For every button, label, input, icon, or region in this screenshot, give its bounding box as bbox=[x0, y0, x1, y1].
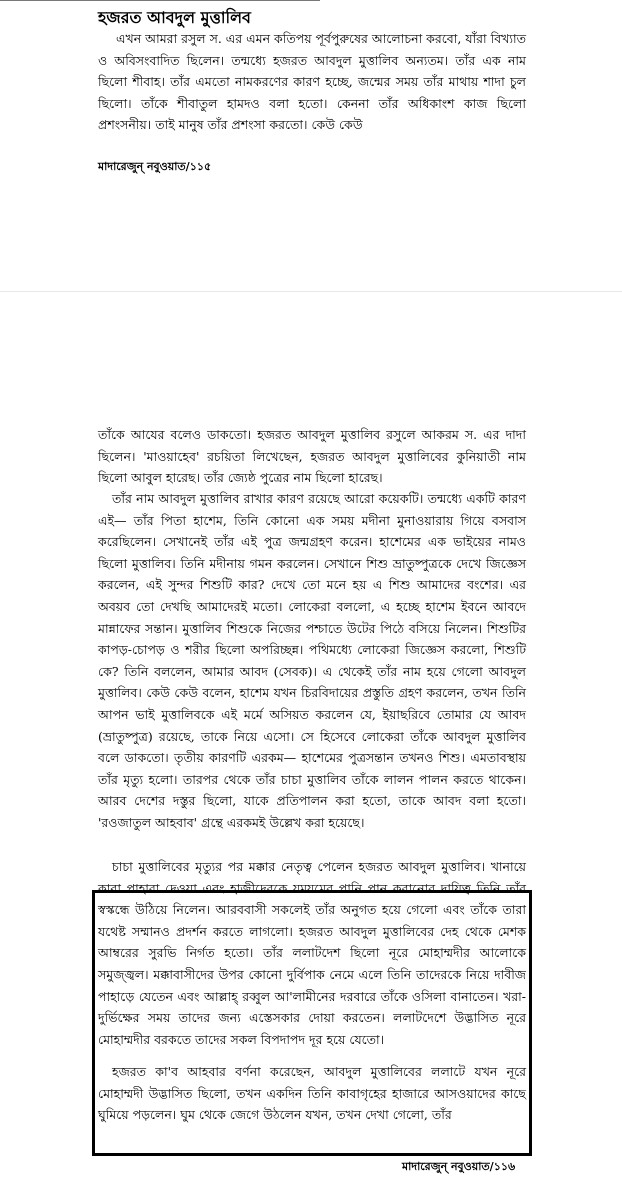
body-paragraph-4: হজরত কা'ব আহবার বর্ণনা করেছেন, আবদুল মুত্তালিবের ললাটে যখন নূরে মোহাম্মদী উদ্ভাসিত ছিলো, তখন একদিন তিনি কাবাগৃহের হাজারে আসওয়াদের কাছে ঘুমিয়ে পড়লেন। ঘুম থেকে জেগে উঠলেন যখন, তখন দেখা গেলো, তাঁর bbox=[98, 1064, 526, 1123]
page-116 bbox=[0, 292, 622, 1174]
page-footer: মাদারেজুন্ নবুওয়াত/১১৫ bbox=[98, 160, 212, 173]
page-footer: মাদারেজুন্ নবুওয়াত/১১৬ bbox=[402, 1160, 516, 1173]
body-paragraph-2: তাঁর নাম আবদুল মুত্তালিব রাখার কারণ রয়েছে আরো কয়েকটি। তন্মধ্যে একটি কারণ এই— তাঁর পিতা হাশেম, তিনি কোনো এক সময় মদীনা মুনাওয়ারায় গিয়ে বসবাস করেছিলেন। সেখানেই তাঁর এই পুত্র জন্মগ্রহণ করেন। হাশেমের এক ভাইয়ের নামও ছিলো মুত্তালিব। তিনি মদীনায় গমন করলেন। সেখানে শিশু ভ্রাতুষ্পুত্রকে দেখে জিজ্ঞেস করলেন, এই সুন্দর শিশুটি কার? দেখে তো মনে হয় এ শিশু আমাদের বংশের। এর অবয়ব তো দেখছি আমাদেরই মতো। লোকেরা বললো, এ হচ্ছে হাশেম ইবনে আবদে মান্নাফের সন্তান। মুত্তালিব শিশুকে নিজের পশ্চাতে উটের পিঠে বসিয়ে নিলেন। শিশুটির কাপড়-চোপড় ও শরীর ছিলো অপরিচ্ছন্ন। পথিমধ্যে লোকেরা জিজ্ঞেস করলো, শিশুটি কে? তিনি বললেন, আমার আবদ (সেবক)। এ থেকেই তাঁর নাম হয়ে গেলো আবদুল মুত্তালিব। কেউ কেউ বলেন, হাশেম যখন চিরবিদায়ের প্রস্তুতি গ্রহণ করলেন, তখন তিনি আপন ভাই মুত্তালিবকে এই মর্মে অসিয়ত করলেন যে, ইয়াছরিবে তোমার যে আবদ (ভ্রাতুষ্পুত্র) রয়েছে, তাকে নিয়ে এসো। সে হিসেবে লোকেরা তাঁকে আবদুল মুত্তালিব বলে ডাকতো। তৃতীয় কারণটি এরকম— হাশেমের পুত্রসন্তান তখনও শিশু। এমতাবস্থায় তাঁর মৃত্যু হলো। তারপর থেকে তাঁর চাচা মুত্তালিব তাঁকে লালন পালন করতে থাকেন। আরব দেশের দস্তুর ছিলো, যাকে প্রতিপালন করা হতো, তাকে আবদ বলা হতো। 'রওজাতুল আহবাব' গ্রন্থে এরকমই উল্লেখ করা হয়েছে। bbox=[98, 491, 526, 830]
body-paragraph-3: চাচা মুত্তালিবের মৃত্যুর পর মক্কার নেতৃত্ব পেলেন হজরত আবদুল মুত্তালিব। খানায়ে কাবা পাহারা দেওয়া এবং হাজীদেরকে যমযমের পানি পান করানোর দায়িত্ব তিনি তাঁর স্বস্কন্ধে উঠিয়ে নিলেন। আরববাসী সকলেই তাঁর অনুগত হয়ে গেলো এবং তাঁকে তারা যথেষ্ট সম্মানও প্রদর্শন করতে লাগলো। হজরত আবদুল মুত্তালিবের দেহ থেকে মেশক আম্বরের সুরভি নির্গত হতো। তাঁর ললাটদেশ ছিলো নূরে মোহাম্মদীর আলোকে সমুজ্জ্বল। মক্কাবাসীদের উপর কোনো দুর্বিপাক নেমে এলে তিনি তাদেরকে নিয়ে দাবীজ পাহাড়ে যেতেন এবং আল্লাহ্ রব্বুল আ'লামীনের দরবারে তাঁকে ওসিলা বানাতেন। খরা-দুর্ভিক্ষের সময় তাদের জন্য এস্তেসকার দোয়া করতেন। ললাটদেশে উদ্ভাসিত নূরে মোহাম্মদীর বরকতে তাদের সকল বিপদাপদ দূর হয়ে যেতো। bbox=[98, 859, 526, 1047]
body-paragraph: এখন আমরা রসুল স. এর এমন কতিপয় পূর্বপুরুষের আলোচনা করবো, যাঁরা বিখ্যাত ও অবিসংবাদিত ছিলেন। তন্মধ্যে হজরত আবদুল মুত্তালিব অন্যতম। তাঁর এক নাম ছিলো শীবাহ। তাঁর এমতো নামকরণের কারণ হচ্ছে, জন্মের সময় তাঁর মাথায় শাদা চুল ছিলো। তাঁকে শীবাতুল হামদও বলা হতো। কেননা তাঁর অধিকাংশ কাজ ছিলো প্রশংসনীয়। তাই মানুষ তাঁর প্রশংসা করতো। কেউ কেউ bbox=[98, 31, 527, 133]
page-115 bbox=[0, 0, 622, 291]
highlight-box bbox=[92, 890, 532, 1156]
body-paragraph-1: তাঁকে আযের বলেও ডাকতো। হজরত আবদুল মুত্তালিব রসুলে আকরম স. এর দাদা ছিলেন। 'মাওয়াহেব' রচয়িতা লিখেছেন, হজরত আবদুল মুত্তালিবের কুনিয়াতী নাম ছিলো আবুল হারেছ। তাঁর জ্যেষ্ঠ পুত্রের নাম ছিলো হারেছ। bbox=[98, 427, 526, 486]
section-heading: হজরত আবদুল মুত্তালিব bbox=[98, 8, 251, 27]
